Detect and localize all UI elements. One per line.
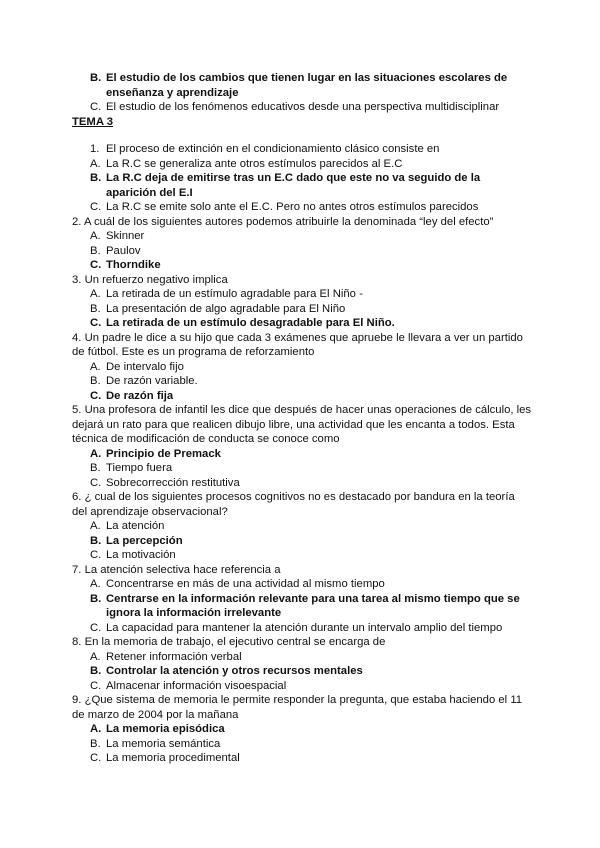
section-heading: TEMA 3 xyxy=(72,115,114,128)
option-text: La motivación xyxy=(106,549,176,561)
option-letter: C. xyxy=(90,259,102,271)
option-letter: A. xyxy=(90,520,101,532)
answer-option xyxy=(72,722,532,737)
answer-option xyxy=(72,200,532,215)
question xyxy=(72,635,532,693)
answer-option xyxy=(72,374,532,389)
answer-option xyxy=(72,229,532,244)
question-number: 3. xyxy=(72,273,82,286)
option-letter: C. xyxy=(90,389,102,402)
option-letter: A. xyxy=(90,157,101,170)
answer-option xyxy=(72,577,532,592)
question-stem: ¿ cual de los siguientes procesos cognitivos no es destacado por bandura en la teoría del aprendizaje observacional? xyxy=(72,491,515,518)
answer-option xyxy=(72,258,532,273)
intro-option xyxy=(72,100,532,115)
answer-option xyxy=(72,461,532,476)
answer-option xyxy=(72,548,532,563)
option-text: La retirada de un estímulo desagradable para El Niño. xyxy=(106,317,395,329)
option-text: Retener información verbal xyxy=(106,650,242,663)
answer-option xyxy=(72,316,532,331)
option-text: La memoria semántica xyxy=(106,737,221,750)
question-number: 5. xyxy=(72,404,82,416)
question-text xyxy=(72,273,532,288)
question-text xyxy=(72,331,532,360)
question xyxy=(72,331,532,404)
answer-option xyxy=(72,157,532,172)
question-stem: Un refuerzo negativo implica xyxy=(84,273,228,286)
option-text: El estudio de los cambios que tienen lugar en las situaciones escolares de enseñanza y aprendizaje xyxy=(106,72,508,99)
option-text: La presentación de algo agradable para El Niño xyxy=(106,302,346,315)
option-text: La memoria episódica xyxy=(106,723,225,735)
option-letter: C. xyxy=(90,752,102,764)
option-letter: C. xyxy=(90,101,102,113)
question xyxy=(72,693,532,766)
question-number: 2. xyxy=(72,215,82,228)
option-letter: C. xyxy=(90,317,102,329)
option-letter: B. xyxy=(90,302,101,315)
option-text: La R.C deja de emitirse tras un E.C dado que este no va seguido de la aparición del E.I xyxy=(106,172,481,199)
option-text: La R.C se emite solo ante el E.C. Pero no antes otros estímulos parecidos xyxy=(106,201,479,213)
option-text: Almacenar información visoespacial xyxy=(106,679,287,692)
question-number: 8. xyxy=(72,636,82,648)
answer-option xyxy=(72,389,532,404)
answer-option xyxy=(72,737,532,752)
question-text xyxy=(72,403,532,447)
question xyxy=(72,215,532,273)
question xyxy=(72,490,532,563)
option-letter: A. xyxy=(90,447,102,460)
question-number: 9. xyxy=(72,694,82,706)
answer-option xyxy=(72,679,532,694)
option-letter: B. xyxy=(90,534,102,547)
option-letter: A. xyxy=(90,650,101,663)
option-letter: C. xyxy=(90,476,102,489)
option-text: Controlar la atención y otros recursos mentales xyxy=(106,665,363,677)
question-stem: La atención selectiva hace referencia a xyxy=(84,563,281,576)
option-text: Skinner xyxy=(106,230,145,242)
question-text xyxy=(72,635,532,650)
answer-option xyxy=(72,476,532,491)
option-text: La capacidad para mantener la atención durante un intervalo amplio del tiempo xyxy=(106,621,503,634)
question-stem: Una profesora de infantil les dice que después de hacer unas operaciones de cálculo, les dejará un rato para que realicen dibujo libre, una actividad que les encanta a todos. Esta técnica de modificación de conducta se conoce como xyxy=(72,404,532,445)
option-text: De intervalo fijo xyxy=(106,360,184,373)
option-text: Principio de Premack xyxy=(106,447,221,460)
answer-option xyxy=(72,360,532,375)
option-text: La R.C se generaliza ante otros estímulos parecidos al E.C xyxy=(106,157,403,170)
option-letter: A. xyxy=(90,723,102,735)
document-content xyxy=(72,71,532,766)
question-stem: A cuál de los siguientes autores podemos atribuirle la denominada “ley del efecto” xyxy=(83,215,494,228)
question-stem: Un padre le dice a su hijo que cada 3 exámenes que apruebe le llevara a ver un partido de fútbol. Este es un programa de reforzamiento xyxy=(72,331,523,358)
question xyxy=(72,563,532,636)
option-text: Thorndike xyxy=(106,259,161,271)
question-number: 4. xyxy=(72,331,82,344)
option-text: Concentrarse en más de una actividad al mismo tiempo xyxy=(106,578,385,590)
option-text: Tiempo fuera xyxy=(106,462,173,474)
option-letter: C. xyxy=(90,549,102,561)
answer-option xyxy=(72,650,532,665)
option-letter: C. xyxy=(90,679,102,692)
option-text: La memoria procedimental xyxy=(106,752,240,764)
option-letter: B. xyxy=(90,72,102,84)
option-letter: C. xyxy=(90,201,102,213)
question xyxy=(72,273,532,331)
question-text xyxy=(72,490,532,519)
option-letter: B. xyxy=(90,462,101,474)
option-letter: B. xyxy=(90,665,102,677)
question-number: 6. xyxy=(72,491,82,503)
option-text: De razón fija xyxy=(106,389,174,402)
question-text xyxy=(72,215,532,230)
option-text: La retirada de un estímulo agradable para El Niño - xyxy=(106,288,363,300)
question-stem: El proceso de extinción en el condicionamiento clásico consiste en xyxy=(106,143,440,155)
option-text: Sobrecorrección restitutiva xyxy=(106,476,240,489)
answer-option xyxy=(72,592,532,621)
answer-option xyxy=(72,302,532,317)
option-letter: A. xyxy=(90,578,101,590)
answer-option xyxy=(72,519,532,534)
option-text: Paulov xyxy=(106,244,141,257)
answer-option xyxy=(72,244,532,259)
option-letter: B. xyxy=(90,244,101,257)
question-text xyxy=(72,563,532,578)
option-text: Centrarse en la información relevante para una tarea al mismo tiempo que se ignora la información irrelevante xyxy=(106,592,520,619)
question-text xyxy=(72,693,532,722)
question-number: 7. xyxy=(72,563,82,576)
option-letter: A. xyxy=(90,230,101,242)
answer-option xyxy=(72,447,532,462)
question-stem: En la memoria de trabajo, el ejecutivo central se encarga de xyxy=(84,636,386,648)
answer-option xyxy=(72,621,532,636)
option-text: De razón variable. xyxy=(106,375,198,387)
option-text: La percepción xyxy=(106,534,183,547)
option-letter: B. xyxy=(90,592,102,605)
option-letter: C. xyxy=(90,621,102,634)
question-number: 1. xyxy=(90,143,100,155)
option-letter: B. xyxy=(90,375,101,387)
answer-option xyxy=(72,171,532,200)
option-letter: B. xyxy=(90,172,102,184)
option-text: El estudio de los fenómenos educativos desde una perspectiva multidisciplinar xyxy=(106,101,500,113)
option-letter: A. xyxy=(90,288,101,300)
answer-option xyxy=(72,751,532,766)
question xyxy=(72,142,532,215)
option-letter: B. xyxy=(90,737,101,750)
question-text xyxy=(72,142,532,157)
answer-option xyxy=(72,664,532,679)
option-text: La atención xyxy=(106,520,165,532)
question-stem: ¿Que sistema de memoria le permite responder la pregunta, que estaba haciendo el 11 de marzo de 2004 por la mañana xyxy=(72,694,523,721)
question xyxy=(72,403,532,490)
intro-option xyxy=(72,71,532,100)
option-letter: A. xyxy=(90,360,101,373)
answer-option xyxy=(72,534,532,549)
answer-option xyxy=(72,287,532,302)
